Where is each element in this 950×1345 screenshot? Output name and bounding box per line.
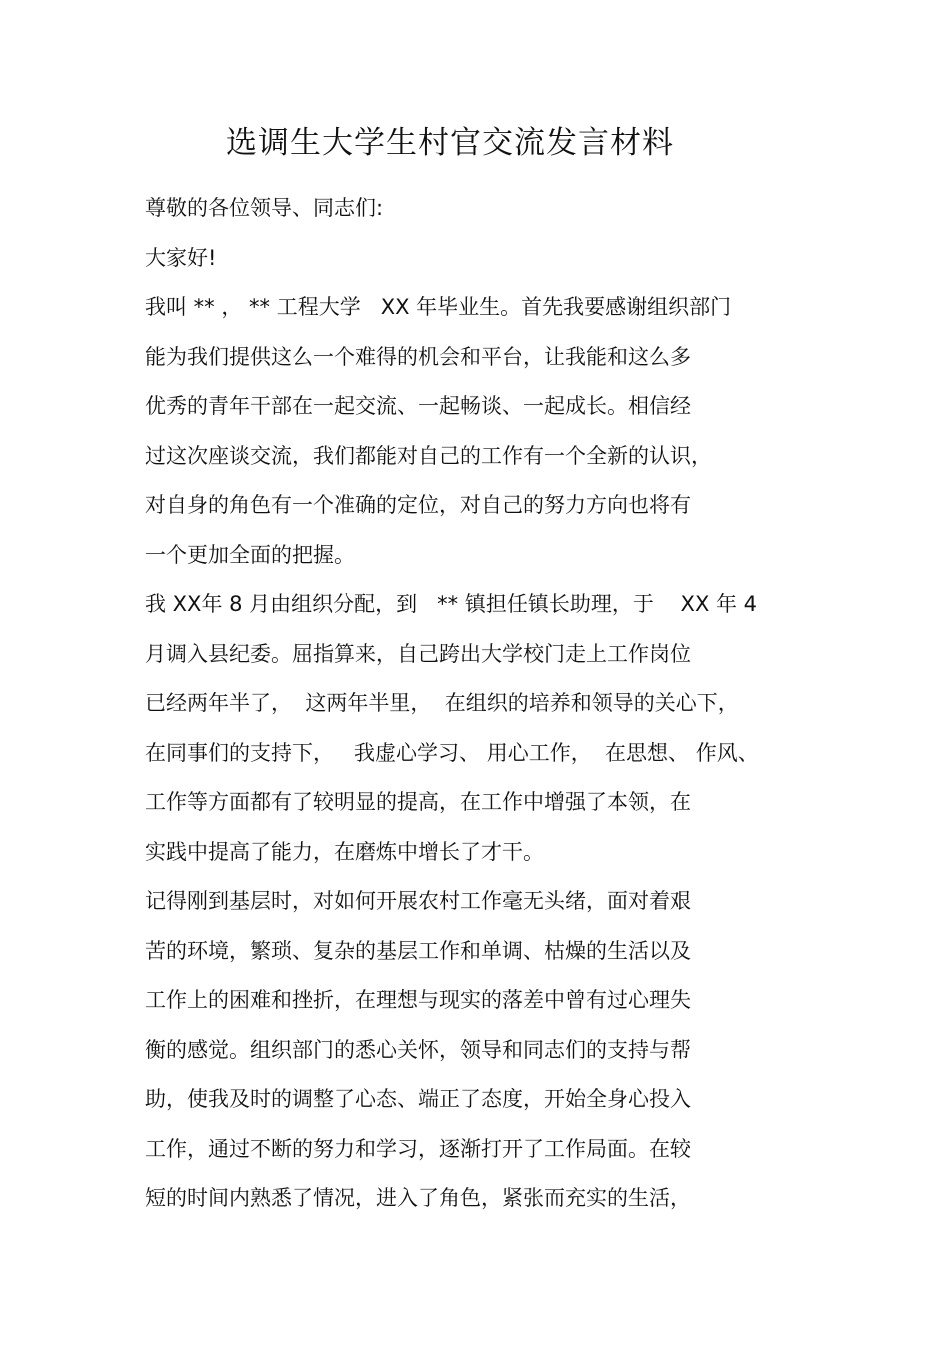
text-line: 苦的环境，繁琐、复杂的基层工作和单调、枯燥的生活以及 (145, 938, 691, 963)
text-line: 我 XX年 8 月由组织分配，到 ** 镇担任镇长助理，于 XX 年 4 (145, 592, 758, 616)
text-line: 能为我们提供这么一个难得的机会和平台，让我能和这么多 (145, 344, 691, 369)
text-line: 已经两年半了， 这两年半里， 在组织的培养和领导的关心下， (145, 691, 739, 715)
text-line: 记得刚到基层时，对如何开展农村工作毫无头绪，面对着艰 (145, 889, 691, 913)
text-line: 助，使我及时的调整了心态、端正了态度，开始全身心投入 (145, 1087, 691, 1111)
text-line: 我叫 ** ， ** 工程大学 XX 年毕业生。首先我要感谢组织部门 (145, 295, 732, 319)
text-line: 短的时间内熟悉了情况，进入了角色，紧张而充实的生活， (145, 1186, 691, 1210)
text-line: 工作上的困难和挫折，在理想与现实的落差中曾有过心理失 (145, 988, 691, 1012)
text-line: 在同事们的支持下， 我虚心学习、 用心工作， 在思想、 作风、 (145, 740, 759, 765)
document-title: 选调生大学生村官交流发言材料 (226, 125, 674, 161)
text-line: 一个更加全面的把握。 (145, 542, 355, 567)
text-line: 尊敬的各位领导、同志们: (145, 196, 384, 220)
text-line: 大家好! (145, 245, 217, 270)
text-line: 优秀的青年干部在一起交流、一起畅谈、一起成长。相信经 (145, 394, 691, 418)
text-line: 实践中提高了能力，在磨炼中增长了才干。 (145, 839, 544, 864)
text-line: 月调入县纪委。屈指算来，自己跨出大学校门走上工作岗位 (145, 641, 691, 666)
document-body (145, 184, 845, 1224)
text-line: 工作，通过不断的努力和学习，逐渐打开了工作局面。在较 (145, 1136, 691, 1161)
text-line: 过这次座谈交流，我们都能对自己的工作有一个全新的认识， (145, 443, 712, 468)
text-line: 对自身的角色有一个准确的定位，对自己的努力方向也将有 (145, 493, 691, 517)
text-line: 衡的感觉。组织部门的悉心关怀，领导和同志们的支持与帮 (145, 1037, 691, 1062)
text-line: 工作等方面都有了较明显的提高，在工作中增强了本领，在 (145, 790, 691, 814)
